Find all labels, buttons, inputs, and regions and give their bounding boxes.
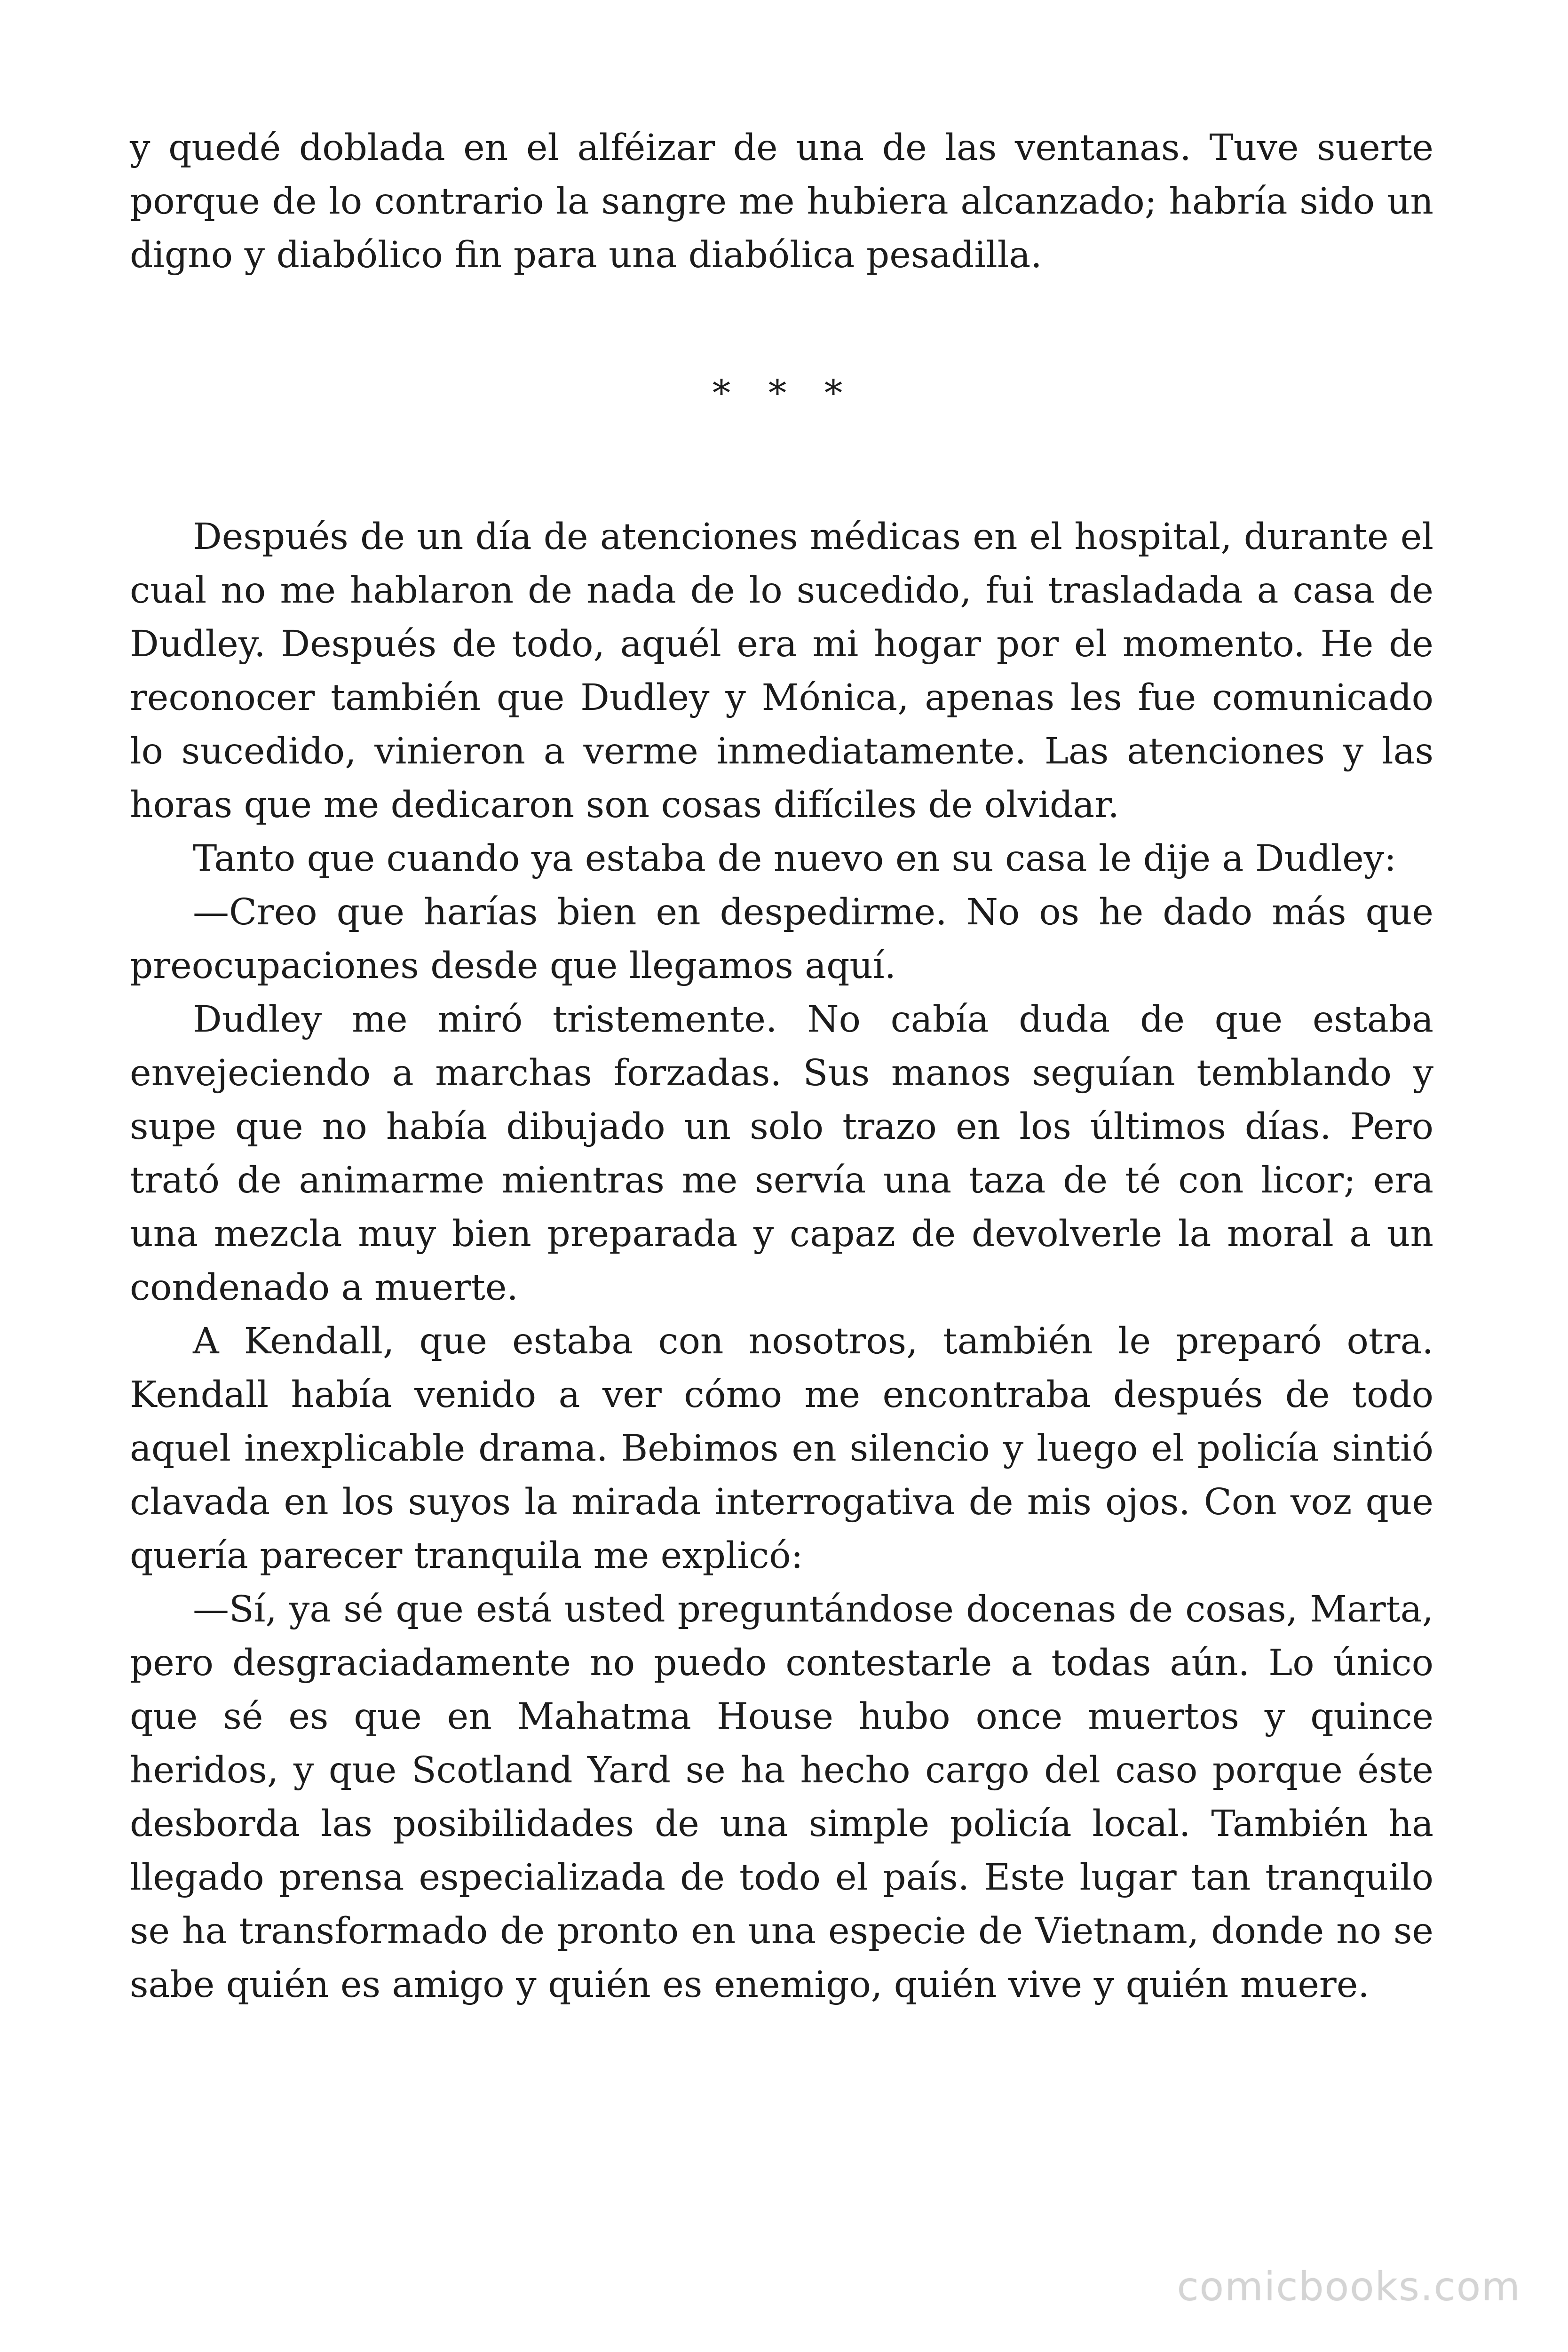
paragraph: Tanto que cuando ya estaba de nuevo en su casa le dije a Dudley:: [193, 838, 1397, 880]
section-separator: * * *: [712, 373, 856, 414]
dialogue-paragraph: —Creo que harías bien en despedirme. No os he dado más que preocupaciones desde que llegamos aquí.: [130, 891, 1433, 987]
paragraph: Después de un día de atenciones médicas en el hospital, durante el cual no me hablaron de nada de lo sucedido, fui trasladada a casa de Dudley. Después de todo, aquél era mi hogar por el momento. He de reconocer también que Dudley y Mónica, apenas les fue comunicado lo sucedido, vinieron a verme inmediatamente. Las atenciones y las horas que me dedicaron son cosas difíciles de olvidar.: [130, 516, 1433, 826]
top-text-block: [130, 121, 1433, 282]
watermark: comicbooks.com: [1177, 2264, 1521, 2310]
paragraph: Dudley me miró tristemente. No cabía duda de que estaba envejeciendo a marchas forzadas. Sus manos seguían temblando y supe que no había dibujado un solo trazo en los últimos días. Pero trató de animarme mientras me servía una taza de té con licor; era una mezcla muy bien preparada y capaz de devolverle la moral a un condenado a muerte.: [130, 999, 1433, 1309]
continued-paragraph: y quedé doblada en el alféizar de una de las ventanas. Tuve suerte porque de lo contrario la sangre me hubiera alcanzado; habría sido un digno y diabólico fin para una diabólica pesadilla.: [130, 127, 1433, 276]
paragraph: A Kendall, que estaba con nosotros, también le preparó otra. Kendall había venido a ver cómo me encontraba después de todo aquel inexplicable drama. Bebimos en silencio y luego el policía sintió clavada en los suyos la mirada interrogativa de mis ojos. Con voz que quería parecer tranquila me explicó:: [130, 1320, 1433, 1577]
dialogue-paragraph: —Sí, ya sé que está usted preguntándose docenas de cosas, Marta, pero desgraciadamente no puedo contestarle a todas aún. Lo único que sé es que en Mahatma House hubo once muertos y quince heridos, y que Scotland Yard se ha hecho cargo del caso porque éste desborda las posibilidades de una simple policía local. También ha llegado prensa especializada de todo el país. Este lugar tan tranquilo se ha transformado de pronto en una especie de Vietnam, donde no se sabe quién es amigo y quién es enemigo, quién vive y quién muere.: [130, 1589, 1433, 2006]
main-text-block: [130, 510, 1433, 2012]
